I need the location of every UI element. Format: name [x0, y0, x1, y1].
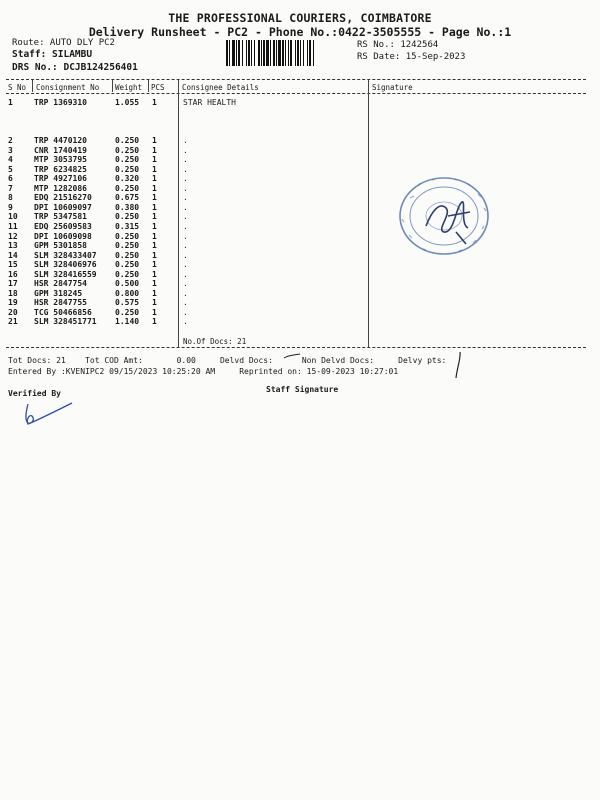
- tot-docs: Tot Docs: 21: [8, 356, 66, 365]
- col-divider: [112, 80, 113, 92]
- row-weight: 0.250: [115, 260, 140, 270]
- row-sno: 13: [8, 241, 18, 251]
- row-sno: 2: [8, 136, 13, 145]
- col-divider: [32, 80, 33, 92]
- row-weight: 1.055: [115, 98, 140, 107]
- delvy-pts: Delvy pts:: [398, 356, 447, 365]
- row-sno: 18: [8, 288, 18, 298]
- row-sno: 3: [8, 145, 13, 155]
- route-label: Route: AUTO DLY PC2: [12, 38, 115, 48]
- row-weight: 0.250: [115, 269, 140, 279]
- row-consignee: .: [183, 307, 188, 317]
- row-consignee: .: [183, 260, 188, 270]
- staff-signature-label: Staff Signature: [266, 385, 339, 394]
- table-header-rule: [6, 93, 586, 94]
- col-header-pcs: PCS: [151, 83, 165, 92]
- row-sno: 12: [8, 231, 18, 241]
- row-consignee: .: [183, 241, 188, 251]
- row-consignment-no: TRP 6234825: [34, 164, 87, 174]
- rs-number: RS No.: 1242564: [357, 40, 439, 50]
- row-consignment-no: SLM 328406976: [34, 260, 97, 270]
- row-consignee: .: [183, 183, 188, 193]
- row-pcs: 1: [152, 136, 157, 145]
- row-consignment-no: EDQ 21516270: [34, 193, 92, 203]
- row-sno: 10: [8, 212, 18, 222]
- office-stamp-image: [396, 172, 496, 262]
- row-sno: 16: [8, 269, 18, 279]
- row-pcs: 1: [152, 298, 157, 308]
- table-row: [0, 98, 600, 109]
- row-weight: 0.575: [115, 298, 140, 308]
- row-weight: 0.315: [115, 221, 140, 231]
- row-consignee: .: [183, 288, 188, 298]
- handwritten-tick-image: [452, 350, 464, 380]
- row-sno: 9: [8, 202, 13, 212]
- row-consignee: .: [183, 202, 188, 212]
- row-consignment-no: SLM 328433407: [34, 250, 97, 260]
- tot-cod-label: Tot COD Amt:: [85, 356, 143, 365]
- row-weight: 0.250: [115, 241, 140, 251]
- row-consignment-no: HSR 2847754: [34, 279, 87, 289]
- row-sno: 11: [8, 221, 18, 231]
- row-consignment-no: GPM 5301858: [34, 241, 87, 251]
- row-consignee: .: [183, 212, 188, 222]
- row-consignee: .: [183, 250, 188, 260]
- row-consignment-no: MTP 1282086: [34, 183, 87, 193]
- row-consignment-no: DPI 10609098: [34, 231, 92, 241]
- row-pcs: 1: [152, 174, 157, 184]
- row-weight: 0.250: [115, 307, 140, 317]
- row-weight: 0.800: [115, 288, 140, 298]
- row-consignee: .: [183, 164, 188, 174]
- col-divider: [148, 80, 149, 92]
- table-row: [0, 317, 600, 328]
- row-sno: 7: [8, 183, 13, 193]
- row-sno: 1: [8, 98, 13, 107]
- row-pcs: 1: [152, 155, 157, 165]
- runsheet-title: Delivery Runsheet - PC2 - Phone No.:0422-3505555 - Page No.:1: [88, 25, 512, 39]
- row-pcs: 1: [152, 202, 157, 212]
- company-name: THE PROFESSIONAL COURIERS, COIMBATORE: [168, 11, 432, 25]
- row-consignee: .: [183, 155, 188, 165]
- row-weight: 0.250: [115, 164, 140, 174]
- reprinted-on: Reprinted on: 15-09-2023 10:27:01: [239, 367, 399, 376]
- row-pcs: 1: [152, 260, 157, 270]
- row-consignee: .: [183, 317, 188, 327]
- row-consignment-no: TRP 1369310: [34, 98, 87, 107]
- row-pcs: 1: [152, 183, 157, 193]
- non-delvd-docs: Non Delvd Docs:: [301, 356, 375, 365]
- row-weight: 0.250: [115, 155, 140, 165]
- row-sno: 6: [8, 174, 13, 184]
- row-consignment-no: EDQ 25609583: [34, 221, 92, 231]
- row-sno: 8: [8, 193, 13, 203]
- row-pcs: 1: [152, 279, 157, 289]
- row-consignment-no: DPI 10609097: [34, 202, 92, 212]
- entered-by: Entered By :KVENIPC2 09/15/2023 10:25:20 AM: [8, 367, 216, 376]
- col-header-consignment: Consignment No: [36, 83, 100, 92]
- rs-date: RS Date: 15-Sep-2023: [357, 52, 466, 62]
- row-weight: 0.250: [115, 136, 140, 145]
- row-sno: 14: [8, 250, 18, 260]
- verified-by-label: Verified By: [8, 389, 61, 398]
- row-pcs: 1: [152, 98, 157, 107]
- row-weight: 0.250: [115, 231, 140, 241]
- row-sno: 17: [8, 279, 18, 289]
- row-consignment-no: CNR 1740419: [34, 145, 87, 155]
- row-pcs: 1: [152, 307, 157, 317]
- entered-line: [8, 367, 398, 376]
- row-weight: 1.140: [115, 317, 140, 327]
- tot-cod-value: 0.00: [176, 356, 196, 365]
- row-consignment-no: HSR 2847755: [34, 298, 87, 308]
- row-pcs: 1: [152, 212, 157, 222]
- col-header-sno: S No: [8, 83, 27, 92]
- row-pcs: 1: [152, 317, 157, 327]
- row-consignee: STAR HEALTH: [183, 98, 236, 107]
- row-pcs: 1: [152, 145, 157, 155]
- drs-number: DRS No.: DCJB124256401: [12, 62, 138, 73]
- table-bottom-rule: [6, 347, 586, 348]
- row-weight: 0.500: [115, 279, 140, 289]
- row-consignee: .: [183, 298, 188, 308]
- verifier-signature-image: [18, 400, 78, 430]
- row-consignee: .: [183, 269, 188, 279]
- totals-line: [8, 356, 446, 365]
- barcode-image: [226, 40, 350, 66]
- row-sno: 5: [8, 164, 13, 174]
- row-consignee: .: [183, 145, 188, 155]
- row-pcs: 1: [152, 164, 157, 174]
- row-consignment-no: GPM 318245: [34, 288, 83, 298]
- row-weight: 0.675: [115, 193, 140, 203]
- row-consignment-no: TCG 50466856: [34, 307, 92, 317]
- row-pcs: 1: [152, 241, 157, 251]
- row-consignee: .: [183, 136, 188, 145]
- row-pcs: 1: [152, 269, 157, 279]
- row-consignee: .: [183, 279, 188, 289]
- row-pcs: 1: [152, 250, 157, 260]
- col-header-consignee: Consignee Details: [182, 83, 259, 92]
- delvd-docs: Delvd Docs:: [219, 356, 273, 365]
- row-consignee: .: [183, 221, 188, 231]
- row-pcs: 1: [152, 193, 157, 203]
- row-weight: 0.250: [115, 250, 140, 260]
- row-sno: 21: [8, 317, 18, 327]
- row-consignee: .: [183, 193, 188, 203]
- table-top-rule: [6, 79, 586, 80]
- row-consignee: .: [183, 231, 188, 241]
- col-header-weight: Weight: [115, 83, 143, 92]
- row-weight: 0.250: [115, 183, 140, 193]
- row-consignment-no: TRP 5347581: [34, 212, 87, 222]
- row-sno: 4: [8, 155, 13, 165]
- row-consignee: .: [183, 174, 188, 184]
- row-consignment-no: MTP 3053795: [34, 155, 87, 165]
- row-weight: 0.250: [115, 145, 140, 155]
- row-consignment-no: TRP 4470120: [34, 136, 87, 145]
- row-weight: 0.320: [115, 174, 140, 184]
- staff-label: Staff: SILAMBU: [12, 49, 93, 60]
- row-consignment-no: SLM 328451771: [34, 317, 97, 327]
- row-consignment-no: TRP 4927106: [34, 174, 87, 184]
- row-sno: 15: [8, 260, 18, 270]
- row-pcs: 1: [152, 288, 157, 298]
- row-pcs: 1: [152, 221, 157, 231]
- row-sno: 19: [8, 298, 18, 308]
- row-weight: 0.380: [115, 202, 140, 212]
- col-header-signature: Signature: [372, 83, 413, 92]
- row-sno: 20: [8, 307, 18, 317]
- no-of-docs: No.Of Docs: 21: [183, 337, 247, 346]
- row-pcs: 1: [152, 231, 157, 241]
- row-consignment-no: SLM 328416559: [34, 269, 97, 279]
- row-weight: 0.250: [115, 212, 140, 222]
